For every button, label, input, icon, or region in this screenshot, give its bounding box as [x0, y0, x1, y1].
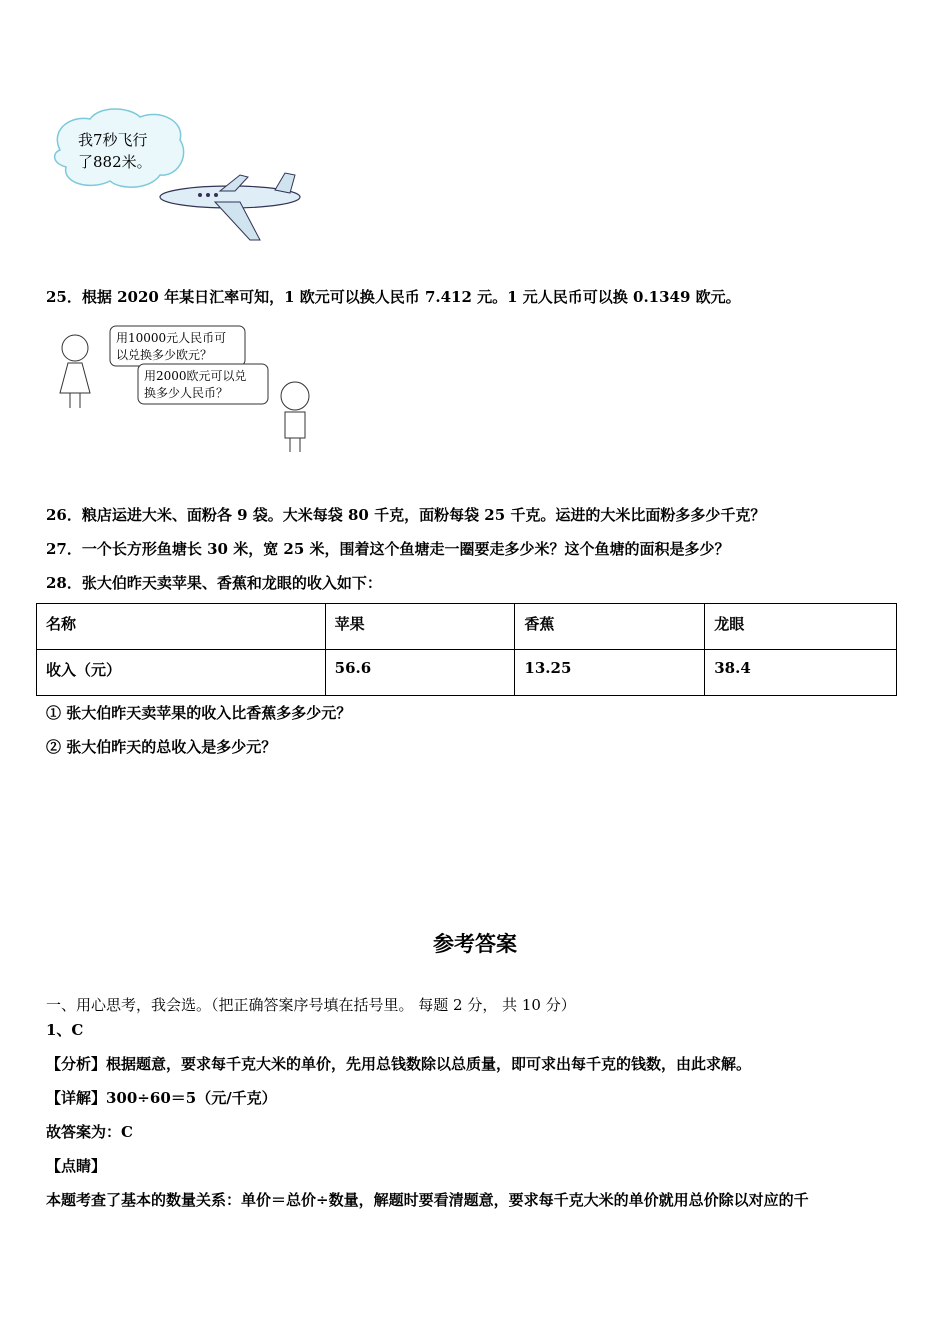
answer-detail: 【详解】300÷60＝5（元/千克）	[46, 1089, 277, 1107]
question-25: 25．根据 2020 年某日汇率可知，1 欧元可以换人民币 7.412 元。1 元人民币可以换 0.1349 欧元。	[46, 288, 741, 306]
bubble-text: 用2000欧元可以兑	[144, 369, 247, 383]
bubble-text: 用10000元人民币可	[116, 331, 227, 345]
plane-illustration	[50, 105, 305, 245]
question-28-sub-2: ② 张大伯昨天的总收入是多少元？	[46, 738, 277, 756]
answer-1: 1、C	[46, 1021, 84, 1039]
children-illustration	[50, 318, 330, 458]
table-cell: 名称	[37, 604, 326, 650]
table-row	[37, 650, 897, 696]
bubble-text: 了882米。	[78, 153, 152, 171]
bubble-text: 换多少人民币？	[144, 386, 229, 400]
question-28: 28．张大伯昨天卖苹果、香蕉和龙眼的收入如下：	[46, 574, 382, 592]
table-header-row	[37, 604, 897, 650]
bubble-text: 以兑换多少欧元？	[116, 348, 213, 362]
answers-section-heading: 一、用心思考，我会选。（把正确答案序号填在括号里。 每题 2 分， 共 10 分）	[46, 996, 576, 1014]
answer-analysis: 【分析】根据题意，要求每千克大米的单价，先用总钱数除以总质量，即可求出每千克的钱数，由此求解。	[46, 1055, 752, 1073]
table-cell: 香蕉	[515, 604, 705, 650]
table-cell: 38.4	[705, 650, 897, 696]
table-cell: 龙眼	[705, 604, 897, 650]
question-28-sub-1: ① 张大伯昨天卖苹果的收入比香蕉多多少元？	[46, 704, 352, 722]
table-cell: 苹果	[325, 604, 515, 650]
answer-comment: 本题考查了基本的数量关系：单价＝总价÷数量，解题时要看清题意，要求每千克大米的单价就用总价除以对应的千	[46, 1191, 809, 1209]
table-cell: 收入（元）	[37, 650, 326, 696]
answer-final: 故答案为：C	[46, 1123, 133, 1141]
answers-title: 参考答案	[433, 931, 517, 956]
table-cell: 56.6	[325, 650, 515, 696]
bubble-text: 我7秒飞行	[78, 131, 148, 149]
table-cell: 13.25	[515, 650, 705, 696]
income-table	[36, 603, 897, 696]
answer-comment-label: 【点睛】	[46, 1157, 107, 1175]
question-26: 26．粮店运进大米、面粉各 9 袋。大米每袋 80 千克，面粉每袋 25 千克。运进的大米比面粉多多少千克？	[46, 506, 766, 524]
question-27: 27．一个长方形鱼塘长 30 米，宽 25 米，围着这个鱼塘走一圈要走多少米？这个鱼塘的面积是多少？	[46, 540, 730, 558]
